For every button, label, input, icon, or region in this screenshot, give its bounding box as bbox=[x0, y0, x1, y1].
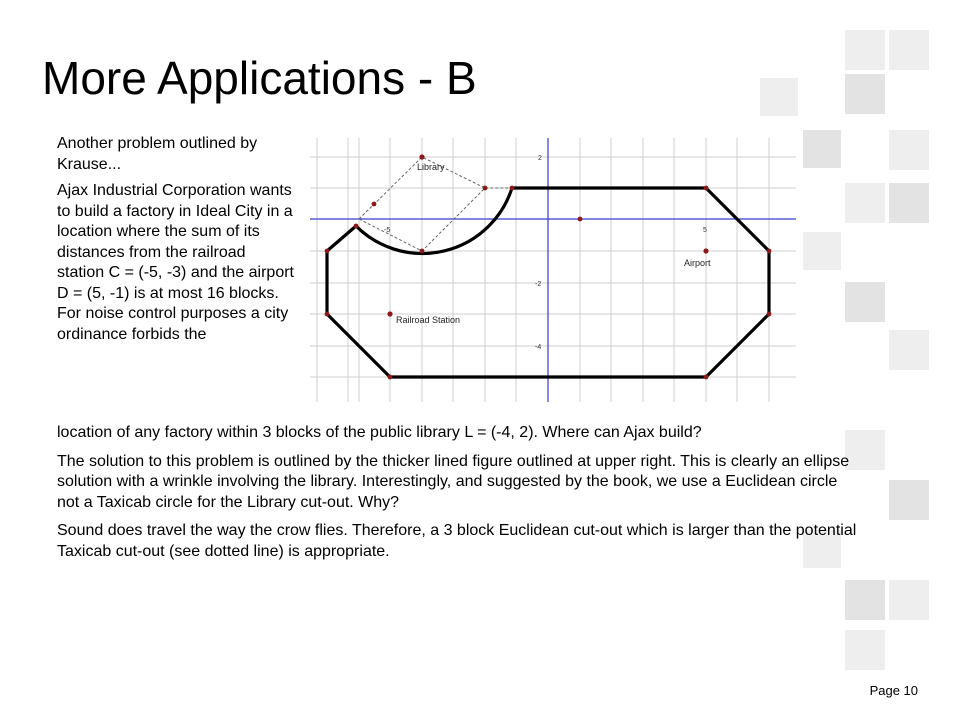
tick-y-neg4: -4 bbox=[535, 344, 542, 351]
problem-paragraph: Ajax Industrial Corporation wants to build a factory in Ideal City in a location where the sum of its distances from the railroad station C = (-5, -3) and the airport D = (5, -1) is at most 16 blocks. For noise control purposes a city ordinance forbids the bbox=[57, 182, 294, 343]
taxicab-graph bbox=[310, 138, 796, 402]
airport-label: Airport bbox=[684, 258, 711, 268]
tick-y-2: 2 bbox=[538, 155, 542, 162]
intro-paragraph: Another problem outlined by Krause... bbox=[57, 135, 258, 173]
tick-x-5: 5 bbox=[703, 227, 707, 234]
continuation-paragraph: location of any factory within 3 blocks of the public library L = (-4, 2). Where can Ajax build? bbox=[57, 424, 702, 441]
tick-y-neg2: -2 bbox=[535, 281, 542, 288]
explanation-paragraph: Sound does travel the way the crow flies. Therefore, a 3 block Euclidean cut-out which is larger than the potential Taxicab cut-out (see dotted line) is appropriate. bbox=[57, 522, 857, 560]
page-number: Page 10 bbox=[869, 683, 918, 698]
library-label: Library bbox=[417, 162, 445, 172]
solution-paragraph: The solution to this problem is outlined by the thicker lined figure outlined at upper right. This is clearly an ellipse solution with a wrinkle involving the library. Interestingly, and suggested by the book, we use a Euclidean circle not a Taxicab circle for the Library cut-out. Why? bbox=[57, 452, 850, 511]
tick-x-neg5: -5 bbox=[384, 227, 391, 234]
airport-point bbox=[703, 248, 708, 253]
railroad-station-label: Railroad Station bbox=[396, 315, 461, 325]
body-text-block bbox=[57, 423, 857, 570]
left-text-block bbox=[57, 134, 297, 351]
slide-title: More Applications - B bbox=[42, 52, 477, 104]
library-point bbox=[419, 154, 424, 159]
station-point bbox=[387, 311, 392, 316]
